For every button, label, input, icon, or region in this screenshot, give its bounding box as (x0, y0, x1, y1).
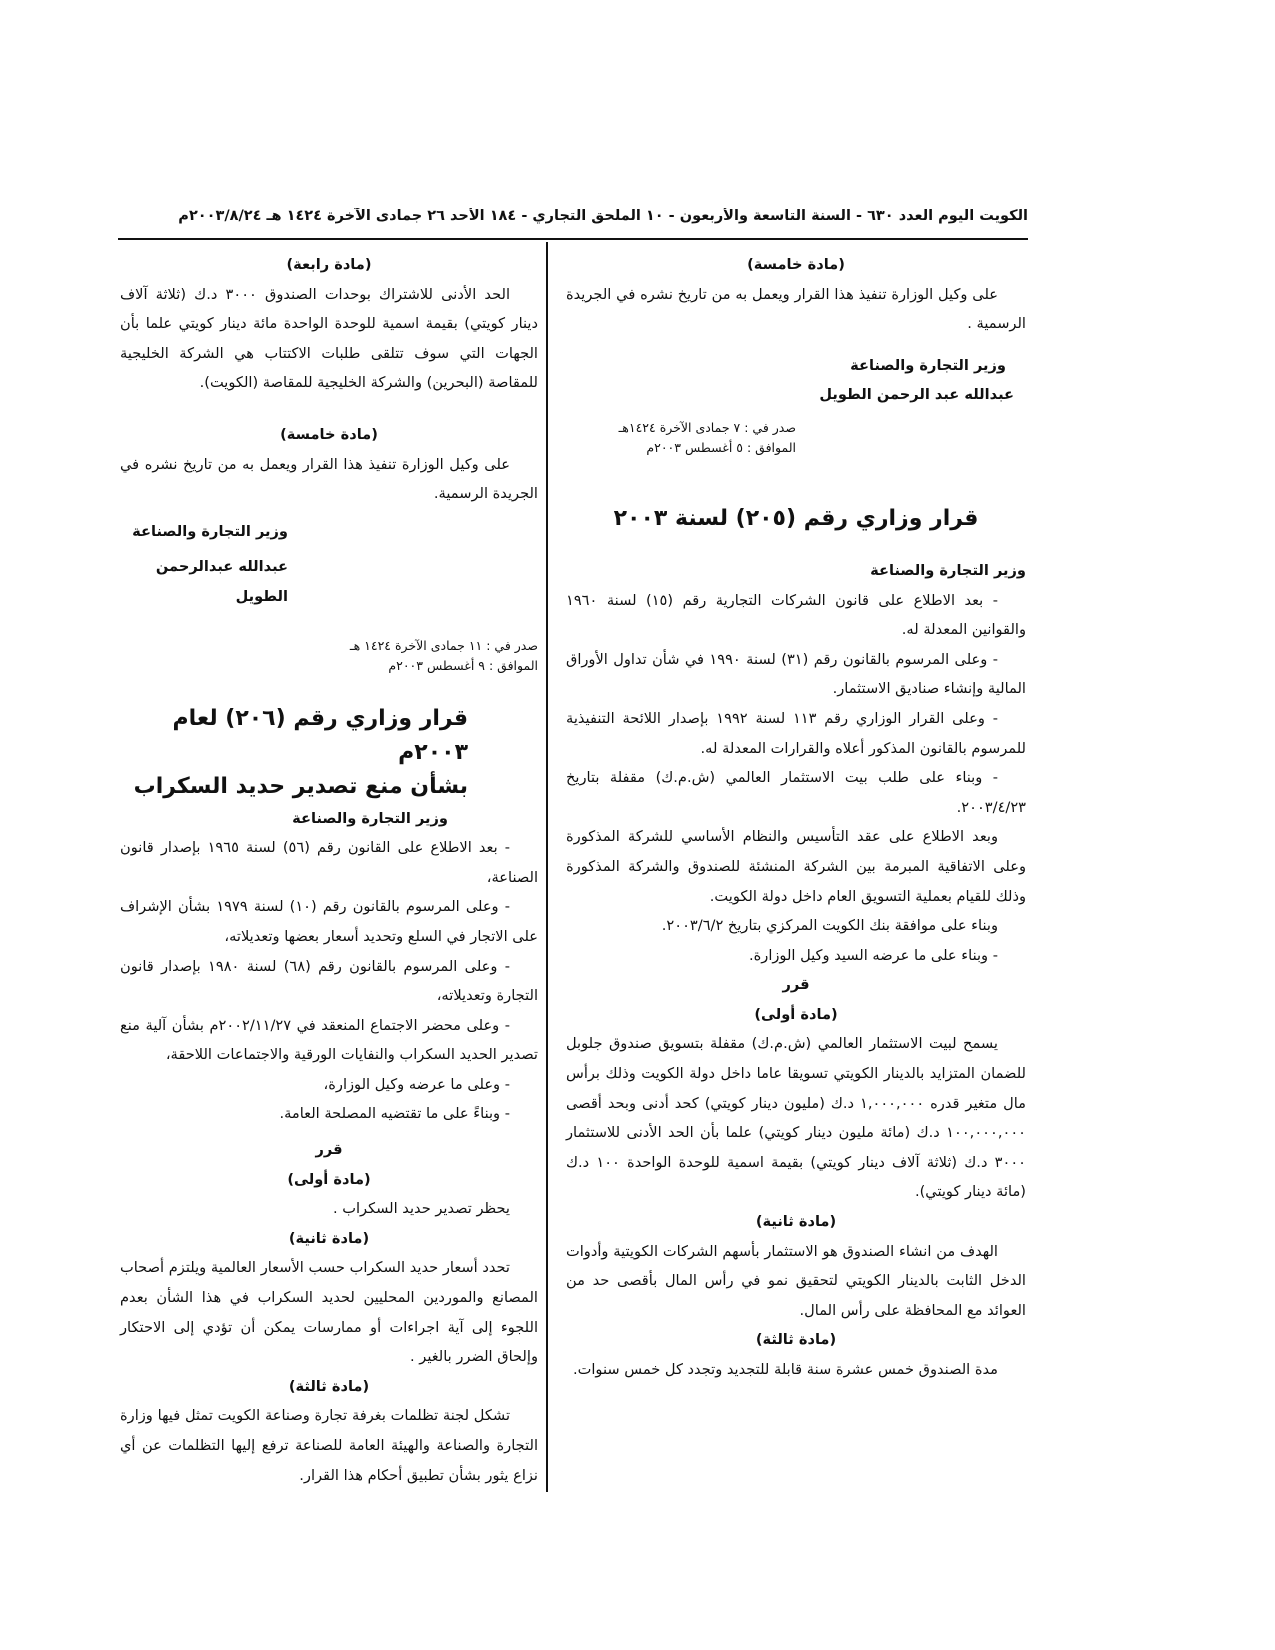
preamble-item: - وبناء على طلب بيت الاستثمار العالمي (ش.م.ك) مقفلة بتاريخ ٢٠٠٣/٤/٢٣. (566, 769, 1026, 816)
preamble-item: - وبناء على ما عرضه السيد وكيل الوزارة. (748, 946, 998, 964)
article-text: على وكيل الوزارة تنفيذ هذا القرار ويعمل به من تاريخ نشره في الجريدة الرسمية . (566, 285, 1026, 333)
article-text: تحدد أسعار حديد السكراب حسب الأسعار العالمية ويلتزم أصحاب المصانع والموردين المحليين لحديد السكراب في هذا الشأن بعدم اللجوء إلى آية اجراءات أو ممارسات يمكن أن تؤدي إلى الاحتكار وإلحاق الضرر بالغير . (120, 1259, 538, 1366)
corresponding-date: الموافق : ٩ أغسطس ٢٠٠٣م (388, 657, 538, 673)
article-text: يسمح لبيت الاستثمار العالمي (ش.م.ك) مقفلة بتسويق صندوق جلوبل للضمان المتزايد بالدينار الكويتي تسويقا عاما داخل دولة الكويت وذلك برأس مال متغير قدره ١,٠٠٠,٠٠٠ د.ك (مليون دينار كويتي) كحد أدنى وبحد أقصى ١٠٠,٠٠٠,٠٠٠ د.ك (مائة مليون دينار كويتي) علما بأن الحد الأدنى للاستثمار ٣٠٠٠ د.ك (ثلاثة آلاف دينار كويتي) بقيمة اسمية للوحدة الواحدة ١٠٠ د.ك (مائة دينار كويتي). (566, 1035, 1026, 1201)
left-column (120, 250, 538, 1490)
signature-title: وزير التجارة والصناعة (132, 522, 288, 540)
article-heading: (مادة رابعة) (286, 256, 372, 273)
preamble-item: - وعلى ما عرضه وكيل الوزارة، (323, 1075, 510, 1093)
preamble-item: وبعد الاطلاع على عقد التأسيس والنظام الأساسي للشركة المذكورة وعلى الاتفاقية المبرمة بين الشركة المنشئة للصندوق والشركة المذكورة وذلك للقيام بعملية التسويق العام داخل دولة الكويت. (566, 828, 1026, 905)
preamble-item: - وعلى محضر الاجتماع المنعقد في ٢٠٠٢/١١/٢٧م بشأن آلية منع تصدير الحديد السكراب والنفايات الورقية والاجتماعات اللاحقة، (120, 1016, 538, 1064)
signature-name: عبدالله عبد الرحمن الطويل (819, 386, 1014, 404)
article-heading: (مادة أولى) (287, 1170, 371, 1188)
article-heading: (مادة ثالثة) (755, 1331, 837, 1349)
corresponding-date: الموافق : ٥ أغسطس ٢٠٠٣م (646, 439, 796, 455)
decided-heading: قرر (315, 1141, 343, 1159)
article-heading: (مادة ثانية) (288, 1229, 370, 1247)
preamble-item: - وعلى القرار الوزاري رقم ١١٣ لسنة ١٩٩٢ بإصدار اللائحة التنفيذية للمرسوم بالقانون المذكور أعلاه والقرارات المعدلة له. (566, 709, 1026, 757)
preamble-item: - وعلى المرسوم بالقانون رقم (١٠) لسنة ١٩٧٩ بشأن الإشراف على الاتجار في السلع وتحديد أسعار بعضها وتعديلاته، (120, 898, 538, 945)
decided-heading: قرر (782, 976, 810, 994)
article-text: مدة الصندوق خمس عشرة سنة قابلة للتجديد وتجدد كل خمس سنوات. (572, 1361, 998, 1378)
preamble-item: - وعلى المرسوم بالقانون رقم (٣١) لسنة ١٩٩٠ في شأن تداول الأوراق المالية وإنشاء صناديق الاستثمار. (566, 650, 1026, 698)
signature-title: وزير التجارة والصناعة (850, 356, 1006, 374)
preamble-item: وبناء على موافقة بنك الكويت المركزي بتاريخ ٢٠٠٣/٦/٢. (661, 917, 998, 935)
decision-title: قرار وزاري رقم (٢٠٥) لسنة ٢٠٠٣ (613, 505, 979, 531)
column-divider (546, 242, 548, 1492)
preamble-item: - وعلى المرسوم بالقانون رقم (٦٨) لسنة ١٩٨٠ بإصدار قانون التجارة وتعديلاته، (120, 957, 538, 1005)
page-header: الكويت اليوم العدد ٦٣٠ - السنة التاسعة والأربعون - ١٠ الملحق التجاري - ١٨٤ الأحد ٢٦ جمادى الآخرة ١٤٢٤ هـ ٢٠٠٣/٨/٢٤م (178, 208, 1028, 224)
article-heading: (مادة ثانية) (755, 1213, 837, 1231)
decision-subtitle: بشأن منع تصدير حديد السكراب (133, 773, 468, 799)
issue-date: صدر في : ٧ جمادى الآخرة ١٤٢٤هـ (618, 419, 796, 435)
article-text: الحد الأدنى للاشتراك بوحدات الصندوق ٣٠٠٠ د.ك (ثلاثة آلاف دينار كويتي) بقيمة اسمية للوحدة الواحدة مائة دينار كويتي علما بأن الجهات التي سوف تتلقى طلبات الاكتتاب هي الشركة الخليجية للمقاصة (البحرين) والشركة الخليجية للمقاصة (الكويت). (120, 285, 538, 392)
article-text: يحظر تصدير حديد السكراب . (332, 1200, 510, 1218)
preamble-item: - وبناءً على ما تقتضيه المصلحة العامة. (279, 1105, 510, 1123)
minister-heading: وزير التجارة والصناعة (292, 809, 448, 827)
minister-heading: وزير التجارة والصناعة (870, 561, 1026, 579)
issue-date: صدر في : ١١ جمادى الآخرة ١٤٢٤ هـ (349, 637, 538, 653)
decision-title: قرار وزاري رقم (٢٠٦) لعام ٢٠٠٣م (172, 705, 468, 765)
article-text: تشكل لجنة تظلمات بغرفة تجارة وصناعة الكويت تمثل فيها وزارة التجارة والصناعة والهيئة العامة للصناعة ترفع إليها التظلمات عن أي نزاع يثور بشأن تطبيق أحكام هذا القرار. (120, 1407, 538, 1484)
article-text: الهدف من انشاء الصندوق هو الاستثمار بأسهم الشركات الكويتية وأدوات الدخل الثابت بالدينار الكويتي لتحقيق نمو في رأس المال بأقصى حد من العوائد مع المحافظة على رأس المال. (566, 1242, 1026, 1319)
article-heading: (مادة خامسة) (280, 425, 378, 443)
signature-name: عبدالله عبدالرحمن الطويل (155, 558, 288, 605)
header-rule (118, 238, 1028, 240)
right-column (566, 250, 1026, 1385)
article-text: على وكيل الوزارة تنفيذ هذا القرار ويعمل به من تاريخ نشره في الجريدة الرسمية. (120, 455, 538, 503)
preamble-item: - بعد الاطلاع على القانون رقم (٥٦) لسنة ١٩٦٥ بإصدار قانون الصناعة، (120, 839, 538, 886)
preamble-item: - بعد الاطلاع على قانون الشركات التجارية رقم (١٥) لسنة ١٩٦٠ والقوانين المعدلة له. (566, 591, 1026, 639)
article-heading: (مادة ثالثة) (288, 1377, 370, 1395)
article-heading: (مادة خامسة) (747, 256, 845, 273)
article-heading: (مادة أولى) (754, 1005, 838, 1023)
